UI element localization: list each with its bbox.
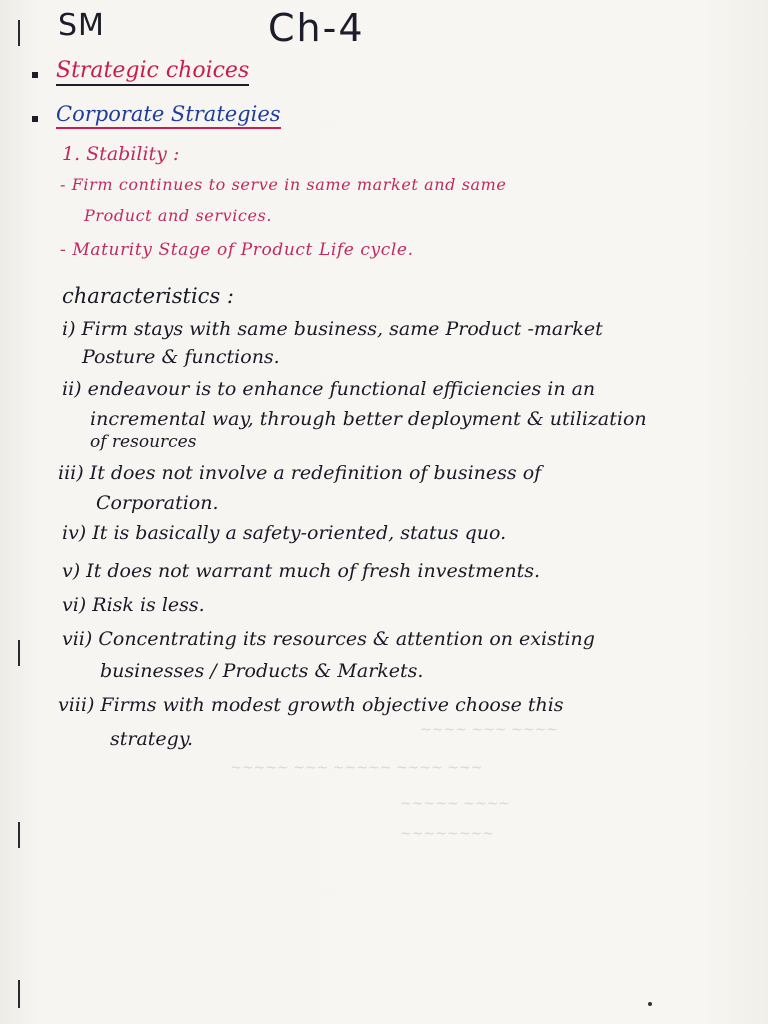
- characteristic-line: Posture & functions.: [82, 346, 280, 368]
- subject-title: SM: [58, 8, 105, 43]
- bleed-through: ~~~~~ ~~~ ~~~~~ ~~~~ ~~~: [230, 760, 483, 776]
- margin-mark: [18, 20, 20, 46]
- margin-mark: [18, 822, 20, 848]
- bleed-through: ~~~~~ ~~~~: [400, 796, 511, 812]
- chapter-title: Ch-4: [268, 6, 365, 50]
- characteristics-heading: characteristics :: [62, 284, 234, 308]
- topic-strategic-choices: Strategic choices: [56, 58, 249, 86]
- stability-point: - Firm continues to serve in same market and same: [60, 175, 507, 194]
- margin-mark: [18, 980, 20, 1008]
- pen-dot: [648, 1002, 652, 1006]
- characteristic-line: i) Firm stays with same business, same Product -market: [62, 318, 603, 340]
- characteristic-line: vi) Risk is less.: [62, 594, 205, 616]
- stability-point: - Maturity Stage of Product Life cycle.: [60, 240, 414, 260]
- characteristic-line: Corporation.: [96, 492, 219, 514]
- characteristic-line: ii) endeavour is to enhance functional efficiencies in an: [62, 378, 596, 400]
- characteristic-line: strategy.: [110, 728, 194, 750]
- characteristic-line: vii) Concentrating its resources & attention on existing: [62, 628, 595, 650]
- characteristic-line: businesses / Products & Markets.: [100, 660, 424, 682]
- characteristic-line: viii) Firms with modest growth objective choose this: [58, 694, 564, 716]
- characteristic-line: incremental way, through better deployment & utilization: [90, 408, 647, 430]
- characteristic-line: v) It does not warrant much of fresh investments.: [62, 560, 541, 582]
- stability-point: Product and services.: [84, 206, 273, 225]
- topic-corporate-strategies: Corporate Strategies: [56, 102, 281, 129]
- margin-mark: [18, 640, 20, 666]
- bleed-through: ~~~~ ~~~ ~~~~: [420, 722, 558, 738]
- section-title-stability: 1. Stability :: [62, 143, 180, 165]
- characteristic-line: iv) It is basically a safety-oriented, status quo.: [62, 522, 507, 544]
- characteristic-line: of resources: [90, 432, 197, 452]
- bullet-icon: [32, 72, 38, 78]
- bleed-through: ~~~~~~~~: [400, 826, 494, 842]
- characteristic-line: iii) It does not involve a redefinition of business of: [58, 462, 542, 484]
- bullet-icon: [32, 116, 38, 122]
